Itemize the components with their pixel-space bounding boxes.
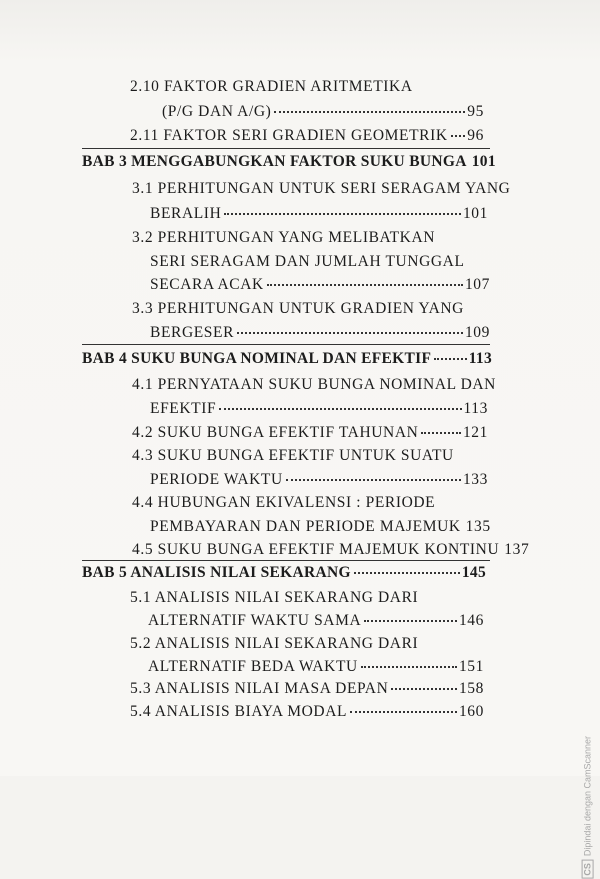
- leader-dots: [354, 571, 460, 574]
- leader-dots: [286, 478, 461, 481]
- toc-5-2-line1: 5.2 ANALISIS NILAI SEKARANG DARI: [130, 635, 419, 652]
- toc-4-3-line1: 4.3 SUKU BUNGA EFEKTIF UNTUK SUATU: [132, 447, 454, 464]
- page-number: 109: [464, 324, 490, 341]
- toc-3-2-row[interactable]: [150, 276, 490, 294]
- leader-dots: [350, 710, 457, 713]
- leader-dots: [267, 283, 463, 286]
- toc-4-3-row[interactable]: [150, 471, 488, 489]
- page-number: 146: [458, 612, 484, 629]
- leader-dots: [361, 665, 457, 668]
- leader-dots: [224, 212, 461, 215]
- page-number: 113: [468, 350, 492, 367]
- toc-5-1-line2: ALTERNATIF WAKTU SAMA: [148, 612, 362, 629]
- camscanner-logo-icon: CS: [582, 860, 594, 879]
- toc-3-3-line1: 3.3 PERHITUNGAN UNTUK GRADIEN YANG: [132, 300, 464, 317]
- page-number: 133: [462, 471, 488, 488]
- toc-entry-text: 4.2 SUKU BUNGA EFEKTIF TAHUNAN: [132, 424, 419, 441]
- toc-5-2-line2: ALTERNATIF BEDA WAKTU: [148, 658, 358, 675]
- toc-bab-4-row[interactable]: [82, 350, 492, 368]
- toc-3-1-line2: BERALIH: [150, 205, 222, 222]
- page-number: 145: [461, 564, 486, 581]
- toc-3-1-line1: 3.1 PERHITUNGAN UNTUK SERI SERAGAM YANG: [132, 180, 511, 197]
- leader-dots: [451, 134, 466, 137]
- page-number: 158: [458, 680, 484, 697]
- toc-entry-text: 4.5 SUKU BUNGA EFEKTIF MAJEMUK KONTINU: [132, 541, 500, 558]
- page-number: 137: [504, 541, 530, 558]
- toc-3-2-line2: SERI SERAGAM DAN JUMLAH TUNGGAL: [150, 253, 465, 270]
- leader-dots: [364, 619, 457, 622]
- toc-4-5-row[interactable]: [132, 541, 530, 559]
- leader-dots: [219, 407, 461, 410]
- toc-4-4-line2: PEMBAYARAN DAN PERIODE MAJEMUK: [150, 518, 461, 535]
- watermark-text: Dipindai dengan CamScanner: [583, 736, 593, 857]
- leader-dots: [391, 687, 457, 690]
- page-number: 121: [462, 424, 488, 441]
- toc-3-3-row[interactable]: [150, 324, 490, 342]
- toc-4-3-line2: PERIODE WAKTU: [150, 471, 283, 488]
- toc-4-1-row[interactable]: [150, 400, 488, 418]
- page-number: 135: [465, 518, 491, 535]
- toc-2-10-line2: (P/G DAN A/G): [162, 103, 272, 120]
- toc-3-3-line2: BERGESER: [150, 324, 235, 341]
- toc-bab-5-row[interactable]: [82, 564, 486, 582]
- chapter-title: BAB 3 MENGGABUNGKAN FAKTOR SUKU BUNGA: [82, 153, 467, 170]
- chapter-title: BAB 5 ANALISIS NILAI SEKARANG: [82, 564, 351, 581]
- divider: [82, 560, 490, 561]
- page-number: 107: [464, 276, 490, 293]
- toc-entry-text: 5.4 ANALISIS BIAYA MODAL: [130, 703, 348, 720]
- page-number: 160: [458, 703, 484, 720]
- toc-4-2-row[interactable]: [132, 424, 488, 442]
- page-number: 151: [458, 658, 484, 675]
- toc-2-10-row[interactable]: [162, 103, 484, 121]
- toc-entry-text: 5.3 ANALISIS NILAI MASA DEPAN: [130, 680, 389, 697]
- toc-2-10-line1: 2.10 FAKTOR GRADIEN ARITMETIKA: [130, 78, 413, 95]
- toc-5-1-line1: 5.1 ANALISIS NILAI SEKARANG DARI: [130, 589, 419, 606]
- page-number: 101: [462, 205, 488, 222]
- toc-3-2-line3: SECARA ACAK: [150, 276, 264, 293]
- chapter-title: BAB 4 SUKU BUNGA NOMINAL DAN EFEKTIF: [82, 350, 432, 367]
- page-number: 96: [467, 127, 484, 144]
- leader-dots: [237, 331, 463, 334]
- page-number: 113: [463, 400, 488, 417]
- toc-5-3-row[interactable]: [130, 680, 484, 698]
- toc-2-11-row[interactable]: [130, 127, 484, 145]
- divider: [82, 344, 490, 345]
- toc-4-1-line1: 4.1 PERNYATAAN SUKU BUNGA NOMINAL DAN: [132, 376, 496, 393]
- page-number: 95: [467, 103, 484, 120]
- toc-5-2-row[interactable]: [148, 658, 484, 676]
- leader-dots: [421, 431, 460, 434]
- toc-3-2-line1: 3.2 PERHITUNGAN YANG MELIBATKAN: [132, 229, 436, 246]
- toc-5-1-row[interactable]: [148, 612, 484, 630]
- leader-dots: [434, 357, 466, 360]
- divider: [82, 148, 490, 149]
- page-number: 101: [471, 153, 496, 170]
- toc-3-1-row[interactable]: [150, 205, 488, 223]
- toc-4-1-line2: EFEKTIF: [150, 400, 217, 417]
- toc-bab-3-row[interactable]: [82, 153, 494, 171]
- camscanner-watermark: [582, 736, 594, 879]
- toc-4-4-line1: 4.4 HUBUNGAN EKIVALENSI : PERIODE: [132, 494, 436, 511]
- toc-entry-text: 2.11 FAKTOR SERI GRADIEN GEOMETRIK: [130, 127, 448, 144]
- toc-5-4-row[interactable]: [130, 703, 484, 721]
- toc-4-4-row[interactable]: [150, 518, 491, 536]
- leader-dots: [274, 110, 465, 113]
